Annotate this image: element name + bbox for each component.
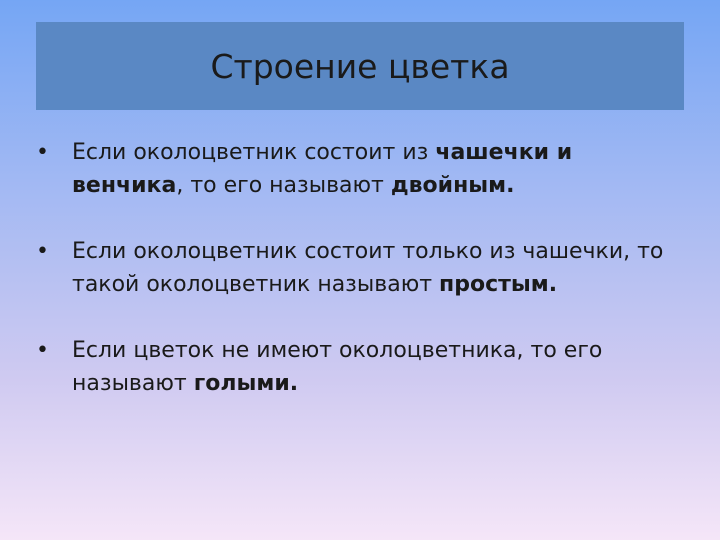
bullet-text: Если околоцветник состоит только из чашечки, то такой околоцветник называют [72, 239, 664, 297]
bullet-text: , то его называют [176, 173, 391, 198]
bullet-item-2 [36, 235, 676, 301]
bullet-marker: • [36, 338, 49, 363]
slide-title-bar [36, 22, 684, 110]
bullet-text: Если цветок не имеют околоцветника, то его называют [72, 338, 603, 396]
slide-title: Строение цветка [210, 46, 510, 86]
bullet-marker: • [36, 239, 49, 264]
bullet-bold-text: чашечки и венчика [72, 140, 573, 198]
bullet-marker: • [36, 140, 49, 165]
bullet-list [36, 136, 676, 433]
bullet-bold-text: двойным. [390, 173, 515, 198]
bullet-text: Если околоцветник состоит из [72, 140, 436, 165]
bullet-item-3 [36, 334, 676, 400]
bullet-item-1 [36, 136, 676, 202]
bullet-bold-text: простым. [439, 272, 558, 297]
bullet-bold-text: голыми. [193, 371, 299, 396]
